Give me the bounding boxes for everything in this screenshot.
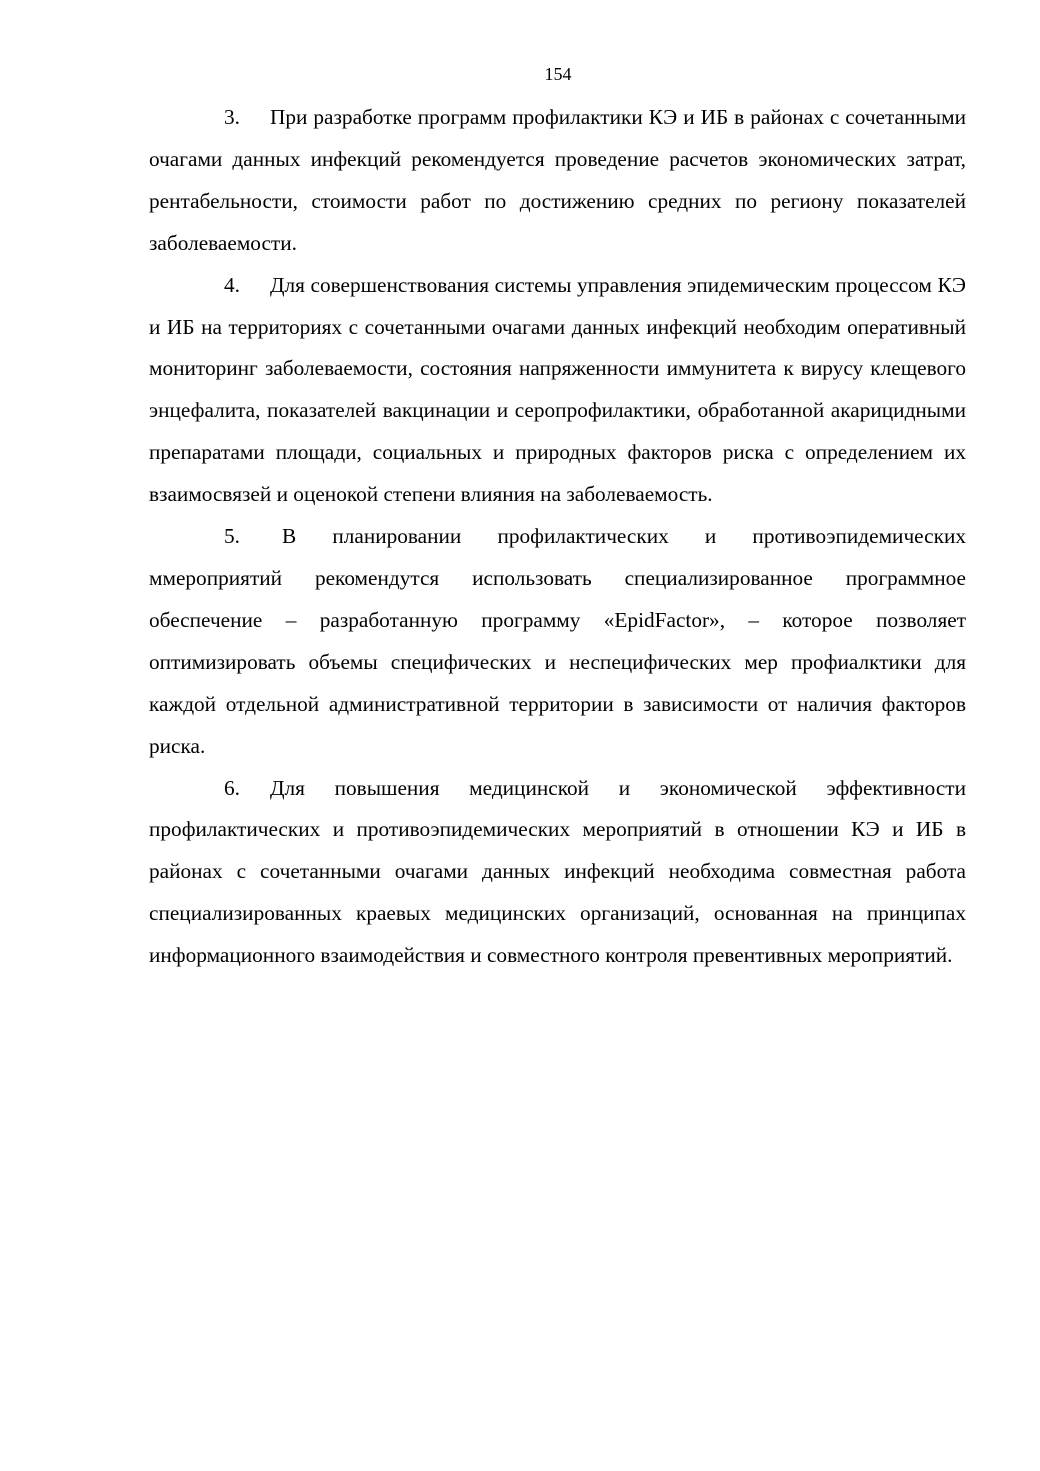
paragraph-text: Для повышения медицинской и экономической эффективности профилактических и противоэпидемических мероприятий в отношении КЭ и ИБ в районах с сочетанными очагами данных инфекций необходима совместная работа специализированных краевых медицинских организаций, основанная на принципах информационного взаимодействия и совместного контроля превентивных мероприятий. — [149, 775, 966, 968]
page-number: 154 — [544, 64, 572, 84]
paragraph-6 — [149, 768, 966, 978]
paragraph-number: 3. — [224, 105, 240, 129]
paragraph-number: 5. — [224, 524, 240, 549]
paragraph-text: При разработке программ профилактики КЭ и ИБ в районах с сочетанными очагами данных инфекций рекомендуется проведение расчетов экономических затрат, рентабельности, стоимости работ по достижению средних по региону показателей заболеваемости. — [149, 105, 966, 255]
paragraph-number: 6. — [224, 775, 240, 800]
paragraph-number: 4. — [224, 272, 240, 297]
paragraph-text: Для совершенствования системы управления эпидемическим процессом КЭ и ИБ на территориях с сочетанными очагами данных инфекций необходим оперативный мониторинг заболеваемости, состояния напряженности иммунитета к вирусу клещевого энцефалита, показателей вакцинации и серопрофилактики, обработанной акарицидными препаратами площади, социальных и природных факторов риска с определением их взаимосвязей и оценокой степени влияния на заболеваемость. — [149, 272, 966, 507]
paragraph-5 — [149, 516, 966, 767]
document-body — [149, 97, 966, 977]
paragraph-4 — [149, 265, 966, 516]
paragraph-text: В планировании профилактических и противоэпидемических ммероприятий рекомендутся использовать специализированное программное обеспечение – разработанную программу «EpidFactor», – которое позволяет оптимизировать объемы специфических и неспецифических мер профиалктики для каждой отдельной административной территории в зависимости от наличия факторов риска. — [149, 524, 966, 758]
paragraph-3 — [149, 97, 966, 265]
